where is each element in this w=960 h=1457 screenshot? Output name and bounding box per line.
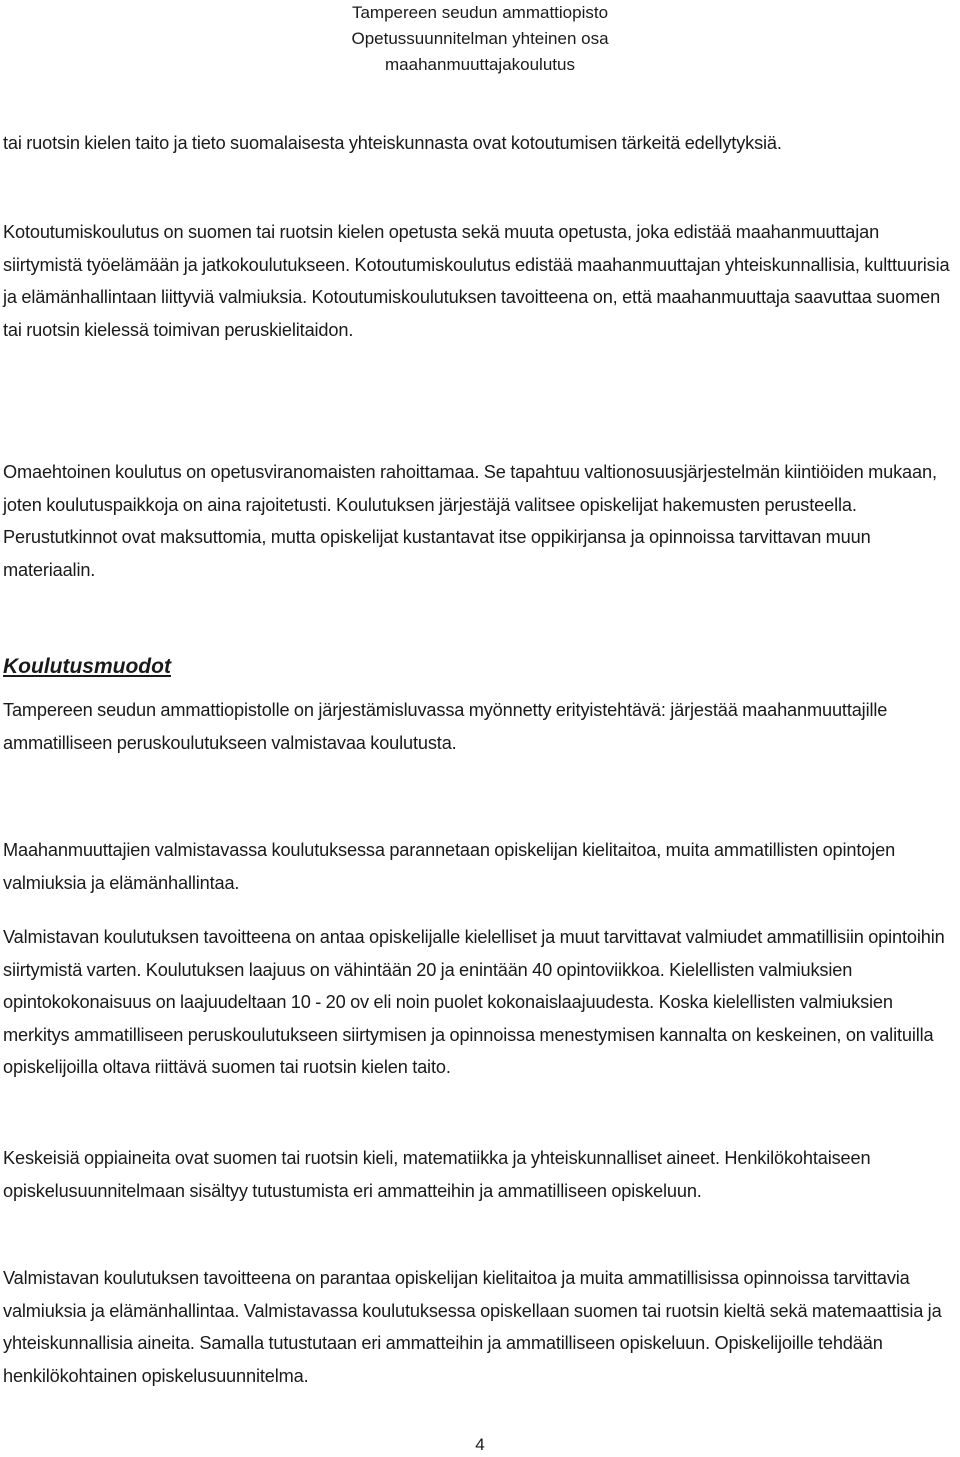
paragraph-integration-training: Kotoutumiskoulutus on suomen tai ruotsin kielen opetusta sekä muuta opetusta, joka edistää maahanmuuttajan siirtymistä työelämään ja jatkokoulutukseen. Kotoutumiskoulutus edistää maahanmuuttajan yhteiskunnallisia, kulttuurisia ja elämänhallintaan liittyviä valmiuksia. Kotoutumiskoulutuksen tavoitteena on, että maahanmuuttaja saavuttaa suomen tai ruotsin kielessä toimivan peruskielitaidon. xyxy=(3,222,950,340)
paragraph-preparatory-training: Maahanmuuttajien valmistavassa koulutuksessa parannetaan opiskelijan kielitaitoa, muita ammatillisten opintojen valmiuksia ja elämänhallintaa. xyxy=(3,840,896,893)
paragraph-voluntary-training: Omaehtoinen koulutus on opetusviranomaisten rahoittamaa. Se tapahtuu valtionosuusjärjestelmän kiintiöiden mukaan, joten koulutuspaikkoja on aina rajoitetusti. Koulutuksen järjestäjä valitsee opiskelijat hakemusten perusteella. Perustutkinnot ovat maksuttomia, mutta opiskelijat kustantavat itse oppikirjansa ja opinnoissa tarvittavan muun materiaalin. xyxy=(3,462,937,580)
paragraph-special-task: Tampereen seudun ammattiopistolle on järjestämisluvassa myönnetty erityistehtävä: järjestää maahanmuuttajille ammatilliseen peruskoulutukseen valmistavaa koulutusta. xyxy=(3,700,888,753)
header-curriculum: Opetussuunnitelman yhteinen osa xyxy=(351,29,609,48)
paragraph-preparatory-objectives: Valmistavan koulutuksen tavoitteena on parantaa opiskelijan kielitaitoa ja muita ammatillisissa opinnoissa tarvittavia valmiuksia ja elämänhallintaa. Valmistavassa koulutuksessa opiskellaan suomen tai ruotsin kieltä sekä matemaattisia ja yhteiskunnallisia aineita. Samalla tutustutaan eri ammatteihin ja ammatilliseen opiskeluun. Opiskelijoille tehdään henkilökohtainen opiskelusuunnitelma. xyxy=(3,1268,942,1386)
page-number: 4 xyxy=(475,1435,485,1454)
header-institution: Tampereen seudun ammattiopisto xyxy=(351,3,609,22)
header-program: maahanmuuttajakoulutus xyxy=(385,55,575,74)
section-heading-training-forms: Koulutusmuodot xyxy=(3,655,171,678)
paragraph-core-subjects: Keskeisiä oppiaineita ovat suomen tai ruotsin kieli, matematiikka ja yhteiskunnalliset aineet. Henkilökohtaiseen opiskelusuunnitelmaan sisältyy tutustumista eri ammatteihin ja ammatilliseen opiskeluun. xyxy=(3,1148,871,1201)
page-header xyxy=(0,0,960,78)
paragraph-preparatory-goals: Valmistavan koulutuksen tavoitteena on antaa opiskelijalle kielelliset ja muut tarvittavat valmiudet ammatillisiin opintoihin siirtymistä varten. Koulutuksen laajuus on vähintään 20 ja enintään 40 opintoviikkoa. Kielellisten valmiuksien opintokokonaisuus on laajuudeltaan 10 - 20 ov eli noin puolet kokonaislaajuudesta. Koska kielellisten valmiuksien merkitys ammatilliseen peruskoulutukseen siirtymisen ja opinnoissa menestymisen kannalta on keskeinen, on valituilla opiskelijoilla oltava riittävä suomen tai ruotsin kielen taito. xyxy=(3,927,945,1077)
paragraph-integration-prerequisites: tai ruotsin kielen taito ja tieto suomalaisesta yhteiskunnasta ovat kotoutumisen tärkeitä edellytyksiä. xyxy=(3,133,782,153)
